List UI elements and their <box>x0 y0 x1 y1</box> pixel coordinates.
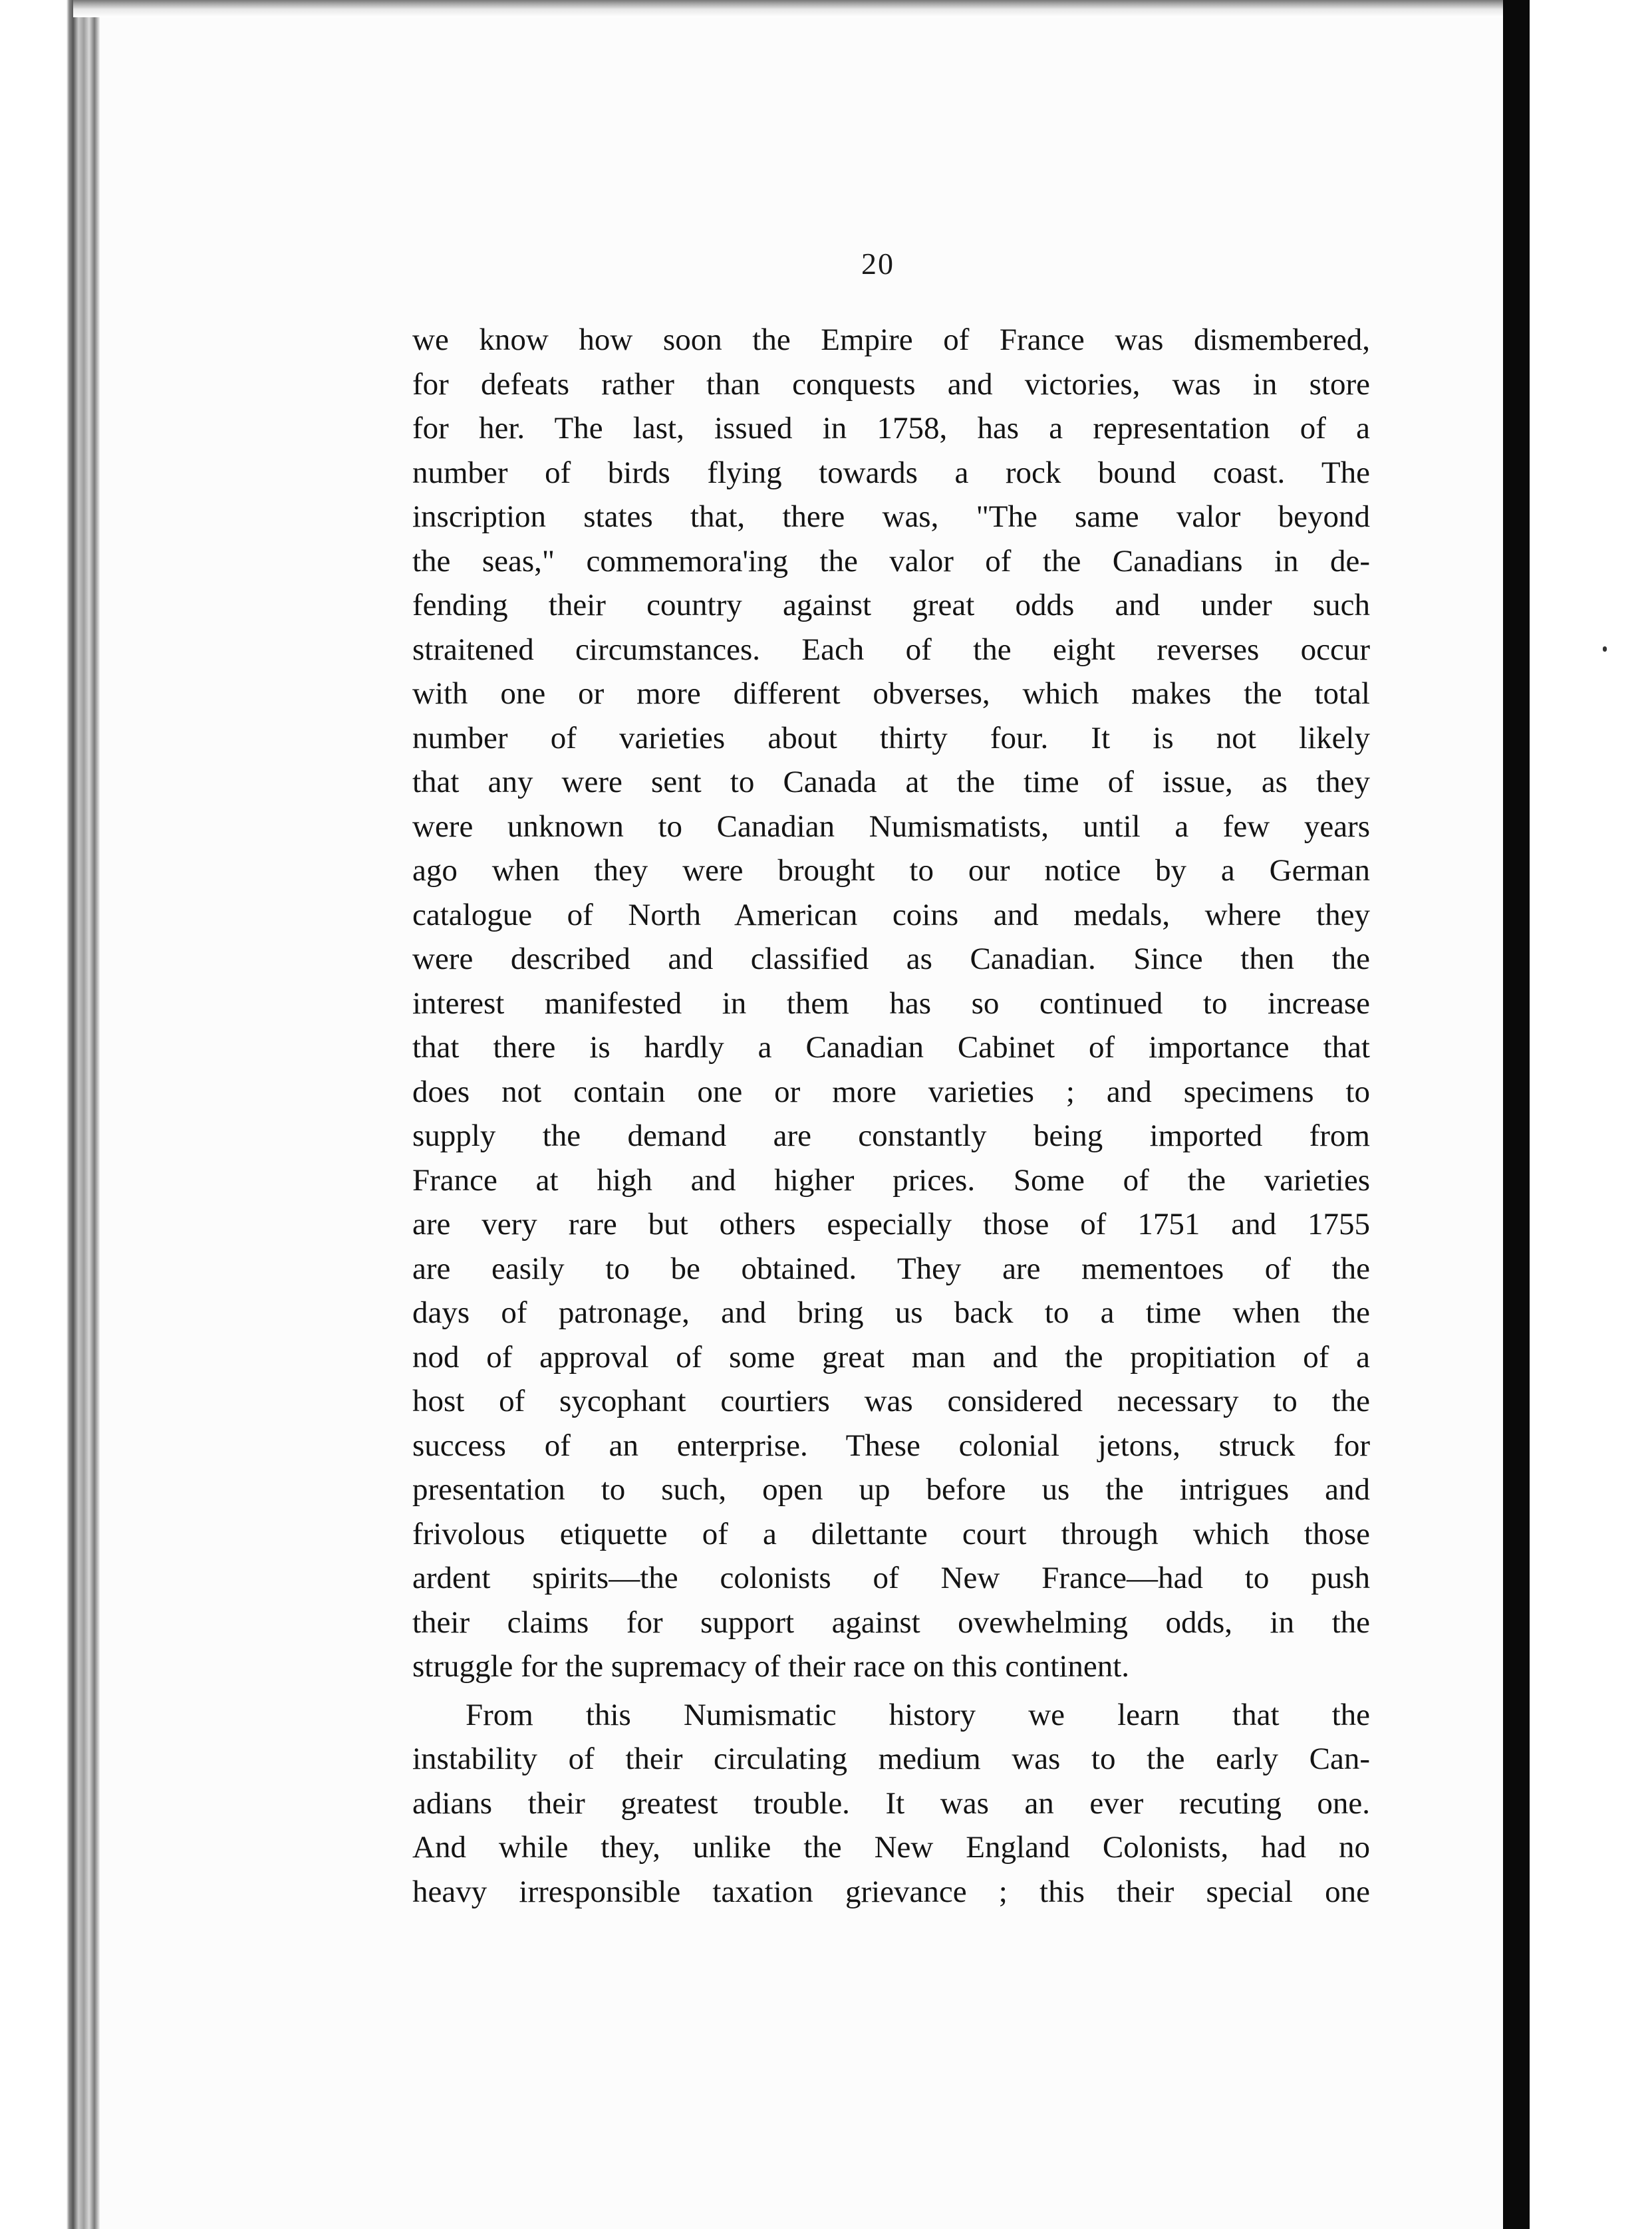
text-line: are easily to be obtained. They are mementoes of the <box>412 1251 1370 1286</box>
page-number: 20 <box>861 247 895 281</box>
text-line: we know how soon the Empire of France was dismembered, <box>412 323 1370 357</box>
text-line: fending their country against great odds and under such <box>412 588 1370 622</box>
book-top-edge <box>73 0 1510 17</box>
text-line: their claims for support against ovewhelming odds, in the <box>412 1605 1370 1640</box>
text-line: that there is hardly a Canadian Cabinet of importance that <box>412 1030 1370 1065</box>
book-left-edge <box>0 0 106 2229</box>
body-text <box>412 318 1370 1914</box>
text-line: are very rare but others especially those of 1751 and 1755 <box>412 1207 1370 1242</box>
book-spine-shadow <box>1503 0 1530 2229</box>
text-line: the seas," commemora'ing the valor of the Canadians in de- <box>412 543 1370 579</box>
text-line: number of varieties about thirty four. It is not likely <box>412 720 1370 755</box>
text-line: adians their greatest trouble. It was an ever recuting one. <box>412 1785 1370 1821</box>
text-line: host of sycophant courtiers was considered necessary to the <box>412 1384 1370 1418</box>
text-line: struggle for the supremacy of their race on this continent. <box>412 1649 1130 1684</box>
scan-speck <box>1603 646 1607 652</box>
paragraph-1 <box>412 318 1370 1689</box>
text-line: instability of their circulating medium was to the early Can- <box>412 1742 1370 1776</box>
text-line: frivolous etiquette of a dilettante court through which those <box>412 1516 1370 1551</box>
text-line: interest manifested in them has so continued to increase <box>412 985 1370 1021</box>
text-line: straitened circumstances. Each of the eight reverses occur <box>412 632 1370 667</box>
text-line: that any were sent to Canada at the time of issue, as they <box>412 765 1370 799</box>
text-line: supply the demand are constantly being imported from <box>412 1118 1370 1153</box>
text-line: with one or more different obverses, which makes the total <box>412 676 1370 711</box>
text-line: heavy irresponsible taxation grievance ; this their special one <box>412 1874 1370 1909</box>
right-margin <box>1530 0 1652 2229</box>
text-line: success of an enterprise. These colonial jetons, struck for <box>412 1428 1370 1463</box>
text-line: ardent spirits—the colonists of New France—had to push <box>412 1561 1370 1595</box>
text-line: And while they, unlike the New England Colonists, had no <box>412 1830 1370 1865</box>
paragraph-2 <box>412 1693 1370 1914</box>
text-line: catalogue of North American coins and medals, where they <box>412 897 1370 932</box>
text-line: inscription states that, there was, "The same valor beyond <box>412 499 1370 534</box>
text-line: ago when they were brought to our notice by a German <box>412 853 1370 888</box>
text-line: for defeats rather than conquests and victories, was in store <box>412 366 1370 402</box>
text-line: presentation to such, open up before us the intrigues and <box>412 1472 1370 1507</box>
text-line: were unknown to Canadian Numismatists, until a few years <box>412 809 1370 844</box>
text-line: nod of approval of some great man and the propitiation of a <box>412 1339 1370 1375</box>
text-line: for her. The last, issued in 1758, has a representation of a <box>412 411 1370 446</box>
text-line: number of birds flying towards a rock bound coast. The <box>412 455 1370 490</box>
text-line: From this Numismatic history we learn that the <box>466 1697 1370 1732</box>
text-line: does not contain one or more varieties ; and specimens to <box>412 1074 1370 1109</box>
text-line: France at high and higher prices. Some of the varieties <box>412 1162 1370 1198</box>
text-line: were described and classified as Canadian. Since then the <box>412 942 1370 976</box>
text-line: days of patronage, and bring us back to a time when the <box>412 1295 1370 1330</box>
